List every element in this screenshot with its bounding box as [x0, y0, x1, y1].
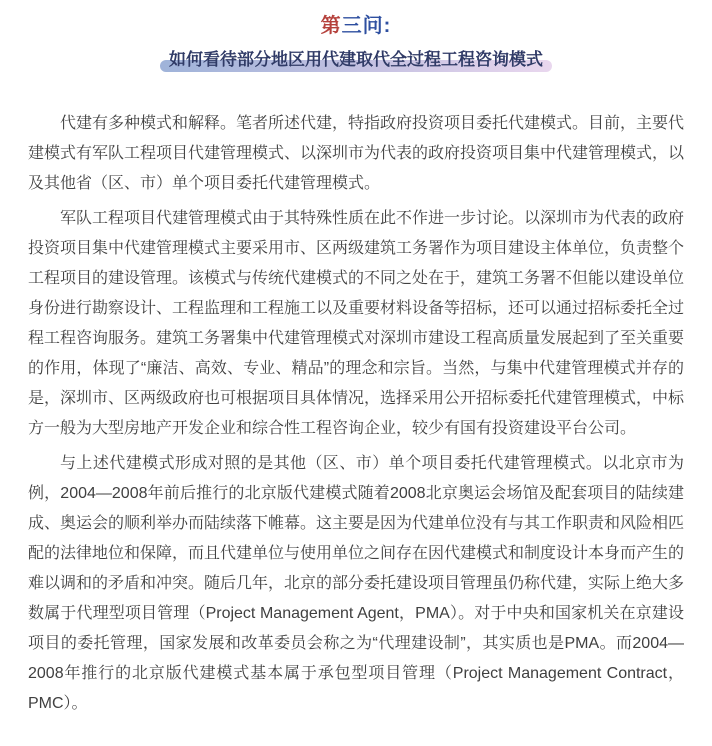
- article-subtitle-row: [0, 48, 712, 72]
- article-subtitle: [165, 48, 547, 72]
- paragraph-1: 代建有多种模式和解释。笔者所述代建，特指政府投资项目委托代建模式。目前，主要代建模式有军队工程项目代建管理模式、以深圳市为代表的政府投资项目集中代建管理模式，以及其他省（区、市）单个项目委托代建管理模式。: [28, 115, 685, 192]
- article-title: [0, 0, 712, 39]
- subtitle-text: 如何看待部分地区用代建取代全过程工程咨询模式: [169, 50, 543, 69]
- paragraph-3: 与上述代建模式形成对照的是其他（区、市）单个项目委托代建管理模式。以北京市为例，2004—2008年前后推行的北京版代建模式随着2008北京奥运会场馆及配套项目的陆续建成、奥运会的顺利举办而陆续落下帷幕。这主要是因为代建单位没有与其工作职责和风险相匹配的法律地位和保障，而且代建单位与使用单位之间存在因代建模式和制度设计本身而产生的难以调和的矛盾和冲突。随后几年，北京的部分委托建设项目管理虽仍称代建，实际上绝大多数属于代理型项目管理（Project Management Agent，PMA）。对于中央和国家机关在京建设项目的委托管理，国家发展和改革委员会称之为“代理建设制”，其实质也是PMA。而2004—2008年推行的北京版代建模式基本属于承包型项目管理（Project Management Contract，PMC）。: [28, 455, 685, 712]
- paragraph-2: 军队工程项目代建管理模式由于其特殊性质在此不作进一步讨论。以深圳市为代表的政府投资项目集中代建管理模式主要采用市、区两级建筑工务署作为项目建设主体单位，负责整个工程项目的建设管理。该模式与传统代建模式的不同之处在于，建筑工务署不但能以建设单位身份进行勘察设计、工程监理和工程施工以及重要材料设备等招标，还可以通过招标委托全过程工程咨询服务。建筑工务署集中代建管理模式对深圳市建设工程高质量发展起到了至关重要的作用，体现了“廉洁、高效、专业、精品”的理念和宗旨。当然，与集中代建管理模式并存的是，深圳市、区两级政府也可根据项目具体情况，选择采用公开招标委托代建管理模式，中标方一般为大型房地产开发企业和综合性工程咨询企业，较少有国有投资建设平台公司。: [28, 210, 685, 437]
- title-part-red: 第: [320, 15, 342, 37]
- article-body: [0, 72, 712, 719]
- title-part-blue: 三问:: [341, 15, 392, 37]
